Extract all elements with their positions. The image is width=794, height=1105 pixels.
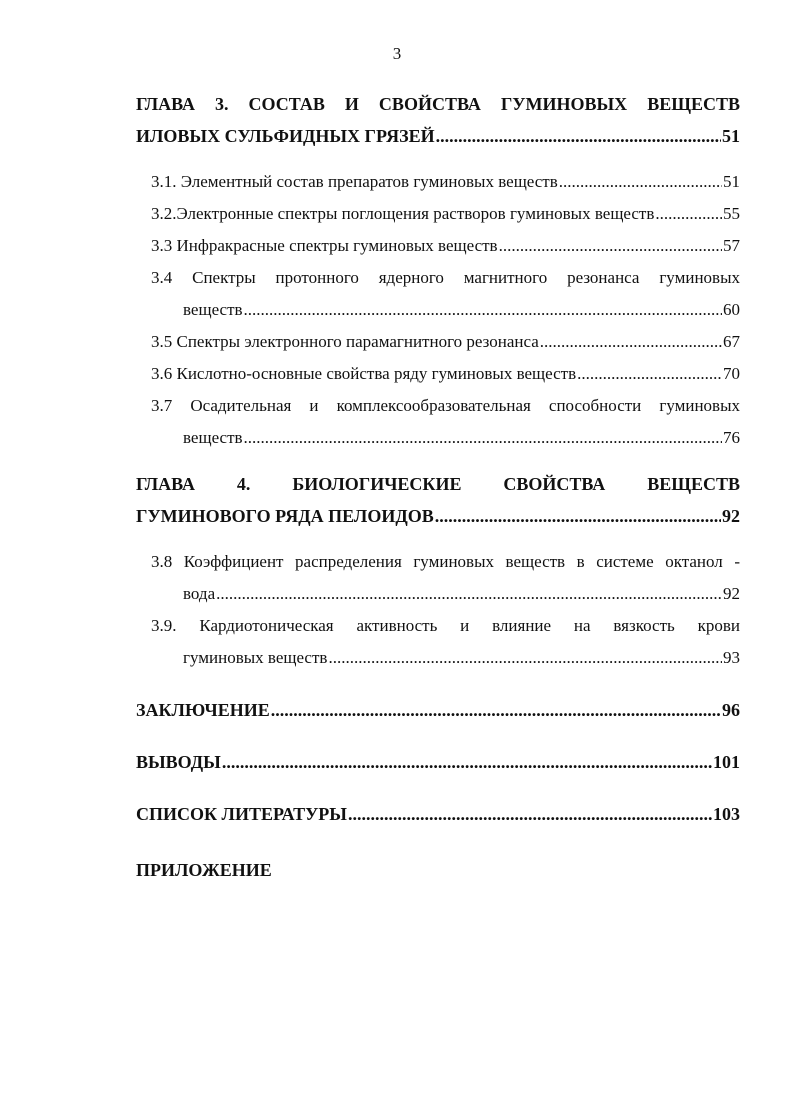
table-of-contents [136,88,740,886]
toc-appendix-title: ПРИЛОЖЕНИЕ [136,860,272,880]
toc-item-3-8[interactable] [136,578,740,610]
toc-item-3-2[interactable] [136,198,740,230]
toc-leader-dots [499,230,722,262]
toc-item-3-9-title: гуминовых веществ [183,648,328,667]
toc-item-3-2-page: 55 [723,204,740,223]
toc-item-3-9[interactable] [136,642,740,674]
toc-findings-page: 101 [713,752,740,772]
toc-item-3-3-page: 57 [723,236,740,255]
toc-chapter-4-entry[interactable] [136,500,740,532]
toc-item-3-2-title: 3.2.Электронные спектры поглощения растворов гуминовых веществ [151,204,655,223]
toc-item-3-5-page: 67 [723,332,740,351]
toc-item-3-4-title: веществ [183,300,243,319]
toc-conclusion-title: ЗАКЛЮЧЕНИЕ [136,700,270,720]
toc-chapter-3-line1: ГЛАВА 3. СОСТАВ И СВОЙСТВА ГУМИНОВЫХ ВЕЩЕСТВ [136,94,740,114]
toc-leader-dots [435,500,721,532]
toc-item-3-6-title: 3.6 Кислотно-основные свойства ряду гуминовых веществ [151,364,577,383]
toc-conclusion[interactable] [136,694,740,726]
toc-chapter-4-title: ГУМИНОВОГО РЯДА ПЕЛОИДОВ [136,506,434,526]
toc-item-3-7-title: веществ [183,428,243,447]
toc-item-3-7[interactable] [136,422,740,454]
toc-leader-dots [655,198,722,230]
toc-item-3-3-title: 3.3 Инфракрасные спектры гуминовых веществ [151,236,498,255]
toc-leader-dots [436,120,721,152]
toc-leader-dots [222,746,712,778]
toc-chapter-4-line1: ГЛАВА 4. БИОЛОГИЧЕСКИЕ СВОЙСТВА ВЕЩЕСТВ [136,474,740,494]
toc-leader-dots [244,294,722,326]
toc-item-3-6-page: 70 [723,364,740,383]
toc-item-3-9-page: 93 [723,648,740,667]
toc-findings[interactable] [136,746,740,778]
toc-leader-dots [271,694,721,726]
toc-leader-dots [244,422,722,454]
toc-appendix[interactable] [136,854,740,886]
toc-chapter-3-page: 51 [722,126,740,146]
toc-findings-title: ВЫВОДЫ [136,752,221,772]
toc-item-3-8-line1: 3.8 Коэффициент распределения гуминовых веществ в системе октанол - [151,552,740,571]
toc-leader-dots [348,798,712,830]
toc-item-3-5-title: 3.5 Спектры электронного парамагнитного резонанса [151,332,539,351]
toc-leader-dots [559,166,722,198]
toc-references-page: 103 [713,804,740,824]
toc-leader-dots [540,326,722,358]
toc-item-3-3[interactable] [136,230,740,262]
toc-leader-dots [328,642,722,674]
toc-item-3-7-line1: 3.7 Осадительная и комплексообразовательная способности гуминовых [151,396,740,415]
toc-item-3-7-page: 76 [723,428,740,447]
toc-leader-dots [577,358,722,390]
page-number: 3 [392,44,402,63]
toc-chapter-3-entry[interactable] [136,120,740,152]
toc-item-3-5[interactable] [136,326,740,358]
toc-item-3-4[interactable] [136,294,740,326]
toc-chapter-4-page: 92 [722,506,740,526]
toc-item-3-6[interactable] [136,358,740,390]
toc-item-3-8-page: 92 [723,584,740,603]
toc-references-title: СПИСОК ЛИТЕРАТУРЫ [136,804,347,824]
toc-item-3-1-title: 3.1. Элементный состав препаратов гуминовых веществ [151,172,558,191]
toc-chapter-3-title: ИЛОВЫХ СУЛЬФИДНЫХ ГРЯЗЕЙ [136,126,435,146]
toc-item-3-9-line1: 3.9. Кардиотоническая активность и влияние на вязкость крови [151,616,740,635]
toc-item-3-4-line1: 3.4 Спектры протонного ядерного магнитного резонанса гуминовых [151,268,740,287]
toc-item-3-1[interactable] [136,166,740,198]
toc-item-3-1-page: 51 [723,172,740,191]
toc-leader-dots [216,578,722,610]
toc-conclusion-page: 96 [722,700,740,720]
toc-item-3-4-page: 60 [723,300,740,319]
toc-references[interactable] [136,798,740,830]
toc-item-3-8-title: вода [183,584,216,603]
